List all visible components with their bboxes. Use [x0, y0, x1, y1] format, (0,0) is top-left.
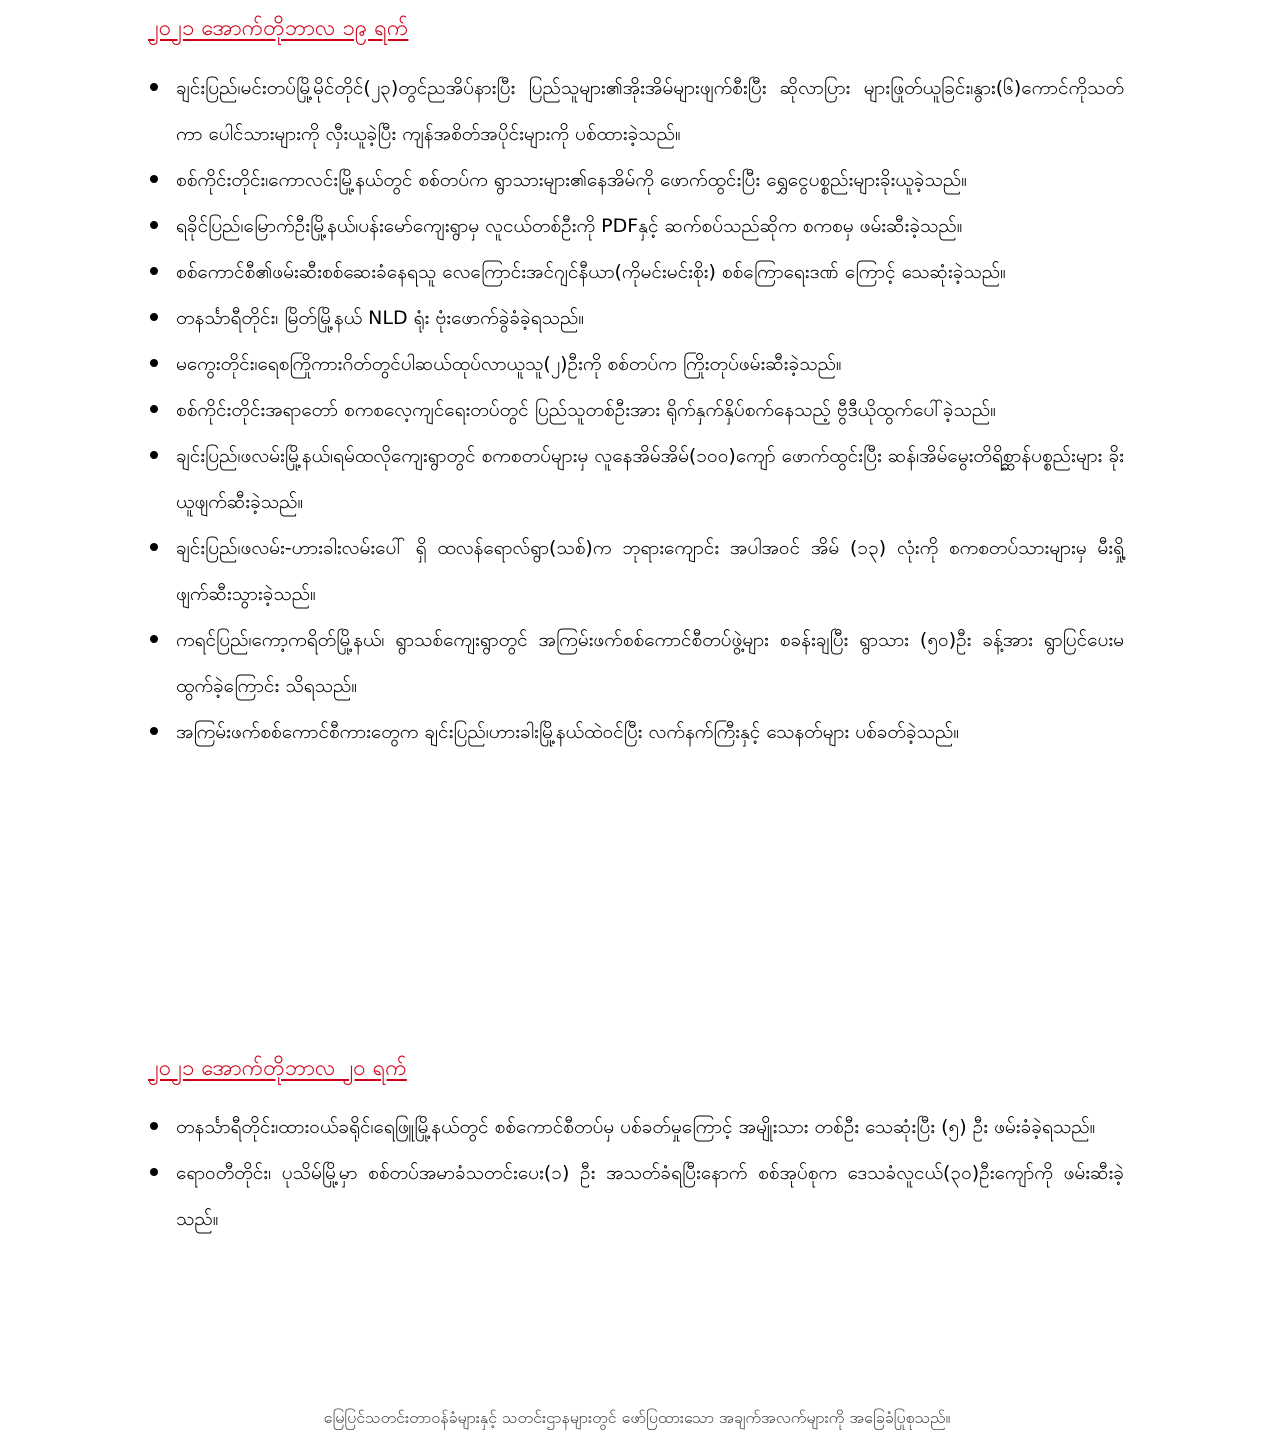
bullet-icon [150, 83, 158, 91]
bullet-icon [150, 451, 158, 459]
news-item [148, 1104, 1124, 1150]
news-item-text: တနင်္သာရီတိုင်း၊ထားဝယ်ခရိုင်၊ရေဖြူမြို့နယ်တွင် စစ်ကောင်စီတပ်မှ ပစ်ခတ်မှုကြောင့် အမျိုးသား တစ်ဦး သေဆုံးပြီး (၅) ဦး ဖမ်းခံခဲ့ရသည်။ [176, 1116, 1096, 1138]
footer-source-note: မြေပြင်သတင်းတာဝန်ခံများနှင့် သတင်းဌာနများတွင် ဖော်ပြထားသော အချက်အလက်များကို အခြေခံပြုစုသည်။ [323, 1408, 951, 1427]
news-item [148, 65, 1124, 157]
news-item-text: အကြမ်းဖက်စစ်ကောင်စီကားတွေက ချင်းပြည်၊ဟားခါးမြို့နယ်ထဲဝင်ပြီး လက်နက်ကြီးနှင့် သေနတ်များ ပစ်ခတ်ခဲ့သည်။ [176, 721, 960, 743]
news-item-text: တနင်္သာရီတိုင်း၊ မြိတ်မြို့နယ် NLD ရုံး ဗုံးဖောက်ခွဲခံခဲ့ရသည်။ [176, 307, 585, 329]
news-item [148, 157, 1124, 203]
bullet-icon [150, 221, 158, 229]
news-item [148, 387, 1124, 433]
news-item-text: စစ်ကောင်စီ၏ဖမ်းဆီးစစ်ဆေးခံနေရသူ လေကြောင်းအင်ဂျင်နီယာ(ကိုမင်းမင်းစိုး) စစ်ကြောရေးဒဏ် ကြောင့် သေဆုံးခဲ့သည်။ [176, 261, 1006, 283]
news-item-text: ချင်းပြည်၊ဖလမ်း-ဟားခါးလမ်းပေါ် ရှိ ထလန်ရောလ်ရွာ(သစ်)က ဘုရားကျောင်း အပါအဝင် အိမ် (၁၃) လုံးကို စကစတပ်သားများမှ မီးရှို့ဖျက်ဆီးသွားခဲ့သည်။ [176, 537, 1124, 605]
bullet-icon [150, 1122, 158, 1130]
section-heading-oct-20: ၂၀၂၁ အောက်တိုဘာလ ၂၀ ရက် [148, 1056, 407, 1081]
news-item [148, 249, 1124, 295]
bullet-icon [150, 313, 158, 321]
news-item-text: ချင်းပြည်၊ဖလမ်းမြို့နယ်၊ရမ်ထလိုကျေးရွာတွင် စကစတပ်များမှ လူနေအိမ်အိမ်(၁၀၀)ကျော် ဖောက်ထွင်းပြီး ဆန်၊အိမ်မွေးတိရိစ္ဆာန်ပစ္စည်းများ ခိုးယူဖျက်ဆီးခဲ့သည်။ [176, 445, 1124, 513]
news-item-text: စစ်ကိုင်းတိုင်းအရာတော် စကစလေ့ကျင်ရေးတပ်တွင် ပြည်သူတစ်ဦးအား ရိုက်နှက်နှိပ်စက်နေသည့် ဗွီဒီယိုထွက်ပေါ်ခဲ့သည်။ [176, 399, 996, 421]
news-item [148, 433, 1124, 525]
news-item-text: စစ်ကိုင်းတိုင်း၊ကောလင်းမြို့နယ်တွင် စစ်တပ်က ရွာသားများ၏နေအိမ်ကို ဖောက်ထွင်းပြီး ရွှေငွေပစ္စည်းများခိုးယူခဲ့သည်။ [176, 169, 967, 191]
news-item [148, 709, 1124, 755]
news-item [148, 1150, 1124, 1242]
news-item-text: မကွေးတိုင်း၊ရေစကြိုကားဂိတ်တွင်ပါဆယ်ထုပ်လာယူသူ(၂)ဦးကို စစ်တပ်က ကြိုးတုပ်ဖမ်းဆီးခဲ့သည်။ [176, 353, 842, 375]
bullet-icon [150, 727, 158, 735]
bullet-icon [150, 405, 158, 413]
news-item [148, 203, 1124, 249]
bullet-icon [150, 543, 158, 551]
bullet-icon [150, 267, 158, 275]
bullet-icon [150, 635, 158, 643]
bullet-icon [150, 1168, 158, 1176]
news-item-text: ကရင်ပြည်၊ကော့ကရိတ်မြို့နယ်၊ ရွာသစ်ကျေးရွာတွင် အကြမ်းဖက်စစ်ကောင်စီတပ်ဖွဲ့များ စခန်းချပြီး ရွာသား (၅၀)ဦး ခန့်အား ရွာပြင်ပေးမထွက်ခဲ့ကြောင်း သိရသည်။ [176, 629, 1124, 697]
news-item [148, 617, 1124, 709]
bullet-icon [150, 175, 158, 183]
news-item-text: ရခိုင်ပြည်၊မြောက်ဦးမြို့နယ်၊ပန်းမော်ကျေးရွာမှ လူငယ်တစ်ဦးကို PDFနှင့် ဆက်စပ်သည်ဆိုက စကစမှ ဖမ်းဆီးခဲ့သည်။ [176, 215, 963, 237]
news-item [148, 341, 1124, 387]
news-item [148, 525, 1124, 617]
news-item [148, 295, 1124, 341]
news-item-text: ချင်းပြည်၊မင်းတပ်မြို့မိုင်တိုင်(၂၃)တွင်ညအိပ်နားပြီး ပြည်သူများ၏အိုးအိမ်များဖျက်စီးပြီး ဆိုလာပြား များဖြုတ်ယူခြင်း၊နွား(၆)ကောင်ကိုသတ်ကာ ပေါင်သားများကို လှီးယူခဲ့ပြီး ကျန်အစိတ်အပိုင်းများကို ပစ်ထားခဲ့သည်။ [176, 77, 1124, 145]
news-list-oct-19 [148, 65, 1124, 755]
section-heading-oct-19: ၂၀၂၁ အောက်တိုဘာလ ၁၉ ရက် [148, 16, 409, 41]
bullet-icon [150, 359, 158, 367]
news-list-oct-20 [148, 1104, 1124, 1242]
news-item-text: ရောဝတီတိုင်း၊ ပုသိမ်မြို့မှာ စစ်တပ်အမာခံသတင်းပေး(၁) ဦး အသတ်ခံရပြီးနောက် စစ်အုပ်စုက ဒေသခံလူငယ်(၃၀)ဦးကျော်ကို ဖမ်းဆီးခဲ့သည်။ [176, 1162, 1124, 1230]
